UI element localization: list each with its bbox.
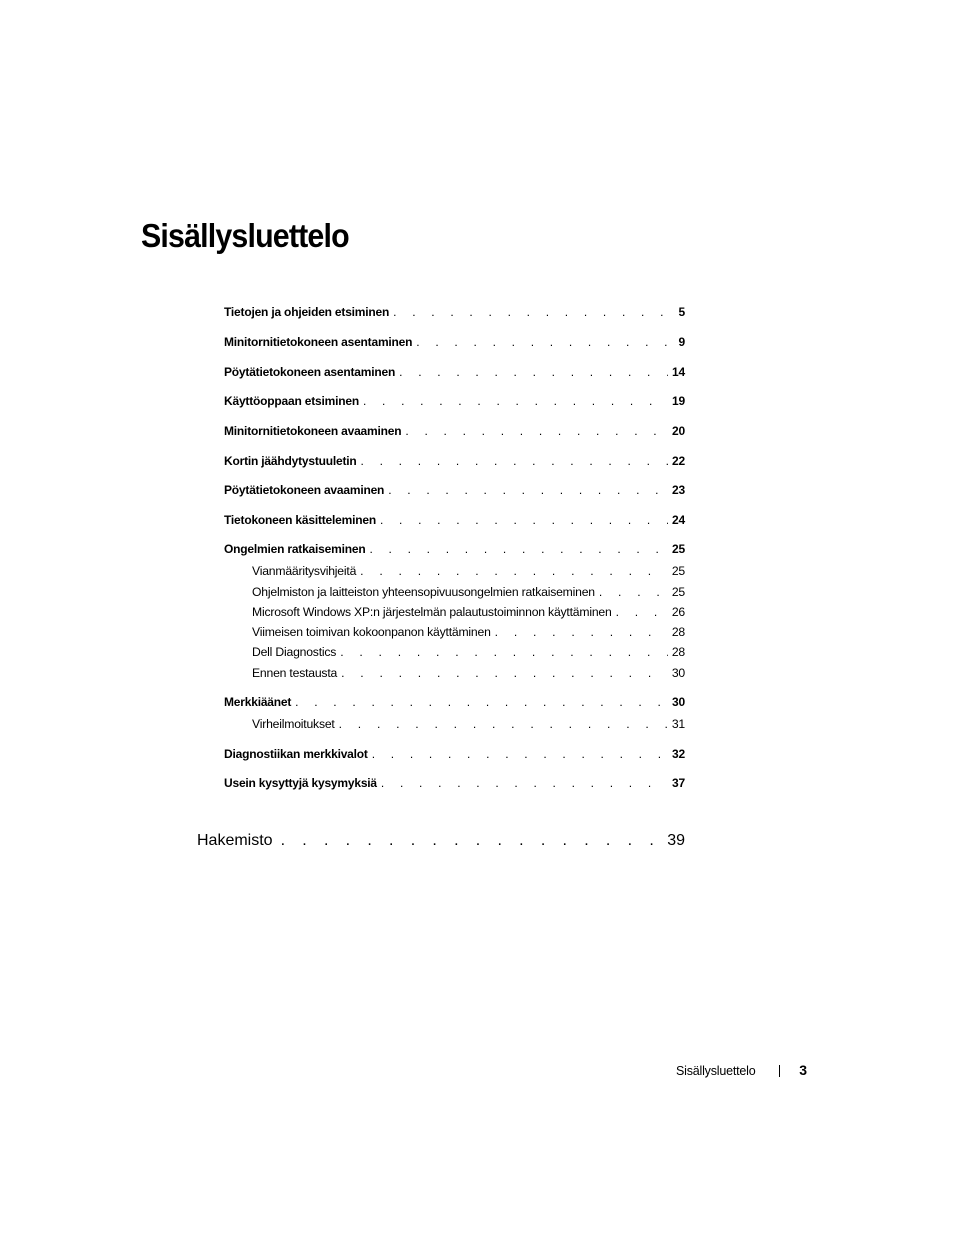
toc-entry-title: Diagnostiikan merkkivalot <box>224 747 368 761</box>
toc-dot-leader <box>339 715 668 733</box>
toc-entry[interactable] <box>224 511 685 529</box>
toc-entry-page: 37 <box>672 776 685 790</box>
toc-entry[interactable] <box>224 392 685 410</box>
toc-subentry-page: 28 <box>671 645 685 659</box>
toc-entry-page: 9 <box>678 335 685 349</box>
toc-index-entry[interactable] <box>197 830 685 852</box>
toc-entry[interactable] <box>224 363 685 381</box>
toc-entry-page: 25 <box>672 542 685 556</box>
toc-entry[interactable] <box>224 745 685 763</box>
toc-dot-leader <box>599 583 668 601</box>
toc-dot-leader <box>361 452 669 470</box>
toc-dot-leader <box>495 623 668 641</box>
toc-entry-title: Käyttöoppaan etsiminen <box>224 394 359 408</box>
toc-entry-page: 24 <box>672 513 685 527</box>
toc-subentry[interactable] <box>252 603 685 621</box>
toc-subentry-page: 25 <box>671 585 685 599</box>
footer-section-label: Sisällysluettelo <box>676 1064 756 1078</box>
toc-dot-leader <box>369 540 668 558</box>
toc-entry[interactable] <box>224 693 685 711</box>
toc-entry-page: 20 <box>672 424 685 438</box>
toc-entry[interactable] <box>224 333 685 351</box>
toc-entry-page: 23 <box>672 483 685 497</box>
toc-dot-leader <box>405 422 668 440</box>
toc-entry-title: Merkkiäänet <box>224 695 292 709</box>
toc-entry-title: Minitornitietokoneen avaaminen <box>224 424 402 438</box>
toc-entry-title: Pöytätietokoneen avaaminen <box>224 483 385 497</box>
toc-subentry-title: Dell Diagnostics <box>252 645 337 659</box>
toc-subentry-page: 30 <box>671 666 685 680</box>
page-title: Sisällysluettelo <box>141 217 349 254</box>
page-footer <box>676 1061 807 1081</box>
toc-subentry-page: 28 <box>671 625 685 639</box>
footer-page-number: 3 <box>799 1062 807 1078</box>
toc-entry-title: Tietojen ja ohjeiden etsiminen <box>224 305 390 319</box>
toc-dot-leader <box>372 745 668 763</box>
toc-subentry[interactable] <box>252 562 685 580</box>
toc-entry-page: 19 <box>672 394 685 408</box>
toc-index-title: Hakemisto <box>197 832 273 849</box>
toc-dot-leader <box>381 774 668 792</box>
toc-dot-leader <box>416 333 669 351</box>
toc-entry-title: Kortin jäähdytystuuletin <box>224 454 357 468</box>
toc-entry-page: 14 <box>672 365 685 379</box>
toc-dot-leader <box>360 562 668 580</box>
toc-subentry[interactable] <box>252 715 685 733</box>
toc-entry-page: 22 <box>672 454 685 468</box>
toc-subentry[interactable] <box>252 664 685 682</box>
toc-subentry-page: 25 <box>671 564 685 578</box>
toc-subentry-title: Viimeisen toimivan kokoonpanon käyttäminen <box>252 625 491 639</box>
toc-index-page: 39 <box>667 832 685 849</box>
toc-entry[interactable] <box>224 303 685 321</box>
toc-subentry-page: 31 <box>671 717 685 731</box>
toc-subentry-title: Vianmääritysvihjeitä <box>252 564 357 578</box>
toc-subentry-title: Ennen testausta <box>252 666 338 680</box>
toc-entry-title: Tietokoneen käsitteleminen <box>224 513 376 527</box>
toc-dot-leader <box>295 693 668 711</box>
toc-subentry-title: Ohjelmiston ja laitteiston yhteensopivuusongelmien ratkaiseminen <box>252 585 595 599</box>
toc-dot-leader <box>341 664 668 682</box>
toc-dot-leader <box>393 303 669 321</box>
toc-entry[interactable] <box>224 422 685 440</box>
toc-entry-page: 30 <box>672 695 685 709</box>
toc-dot-leader <box>388 481 668 499</box>
toc-entry-title: Ongelmien ratkaiseminen <box>224 542 366 556</box>
toc-subentry-title: Virheilmoitukset <box>252 717 335 731</box>
toc-subentry-title: Microsoft Windows XP:n järjestelmän palautustoiminnon käyttäminen <box>252 605 612 619</box>
toc-entry-page: 32 <box>672 747 685 761</box>
toc-entry[interactable] <box>224 540 685 558</box>
toc-dot-leader <box>380 511 668 529</box>
toc-entry[interactable] <box>224 774 685 792</box>
toc-subentry[interactable] <box>252 643 685 661</box>
toc-dot-leader <box>616 603 668 621</box>
toc-dot-leader <box>340 643 668 661</box>
toc-entry-title: Usein kysyttyjä kysymyksiä <box>224 776 377 790</box>
footer-divider <box>779 1065 780 1077</box>
toc-subentry-page: 26 <box>671 605 685 619</box>
toc-subentry[interactable] <box>252 623 685 641</box>
toc-entry[interactable] <box>224 481 685 499</box>
toc-entry-title: Minitornitietokoneen asentaminen <box>224 335 413 349</box>
toc-entry-page: 5 <box>678 305 685 319</box>
toc-subentry[interactable] <box>252 583 685 601</box>
toc-dot-leader <box>399 363 668 381</box>
toc-entry[interactable] <box>224 452 685 470</box>
toc-dot-leader <box>363 392 668 410</box>
toc-dot-leader <box>281 830 664 852</box>
toc-entry-title: Pöytätietokoneen asentaminen <box>224 365 396 379</box>
